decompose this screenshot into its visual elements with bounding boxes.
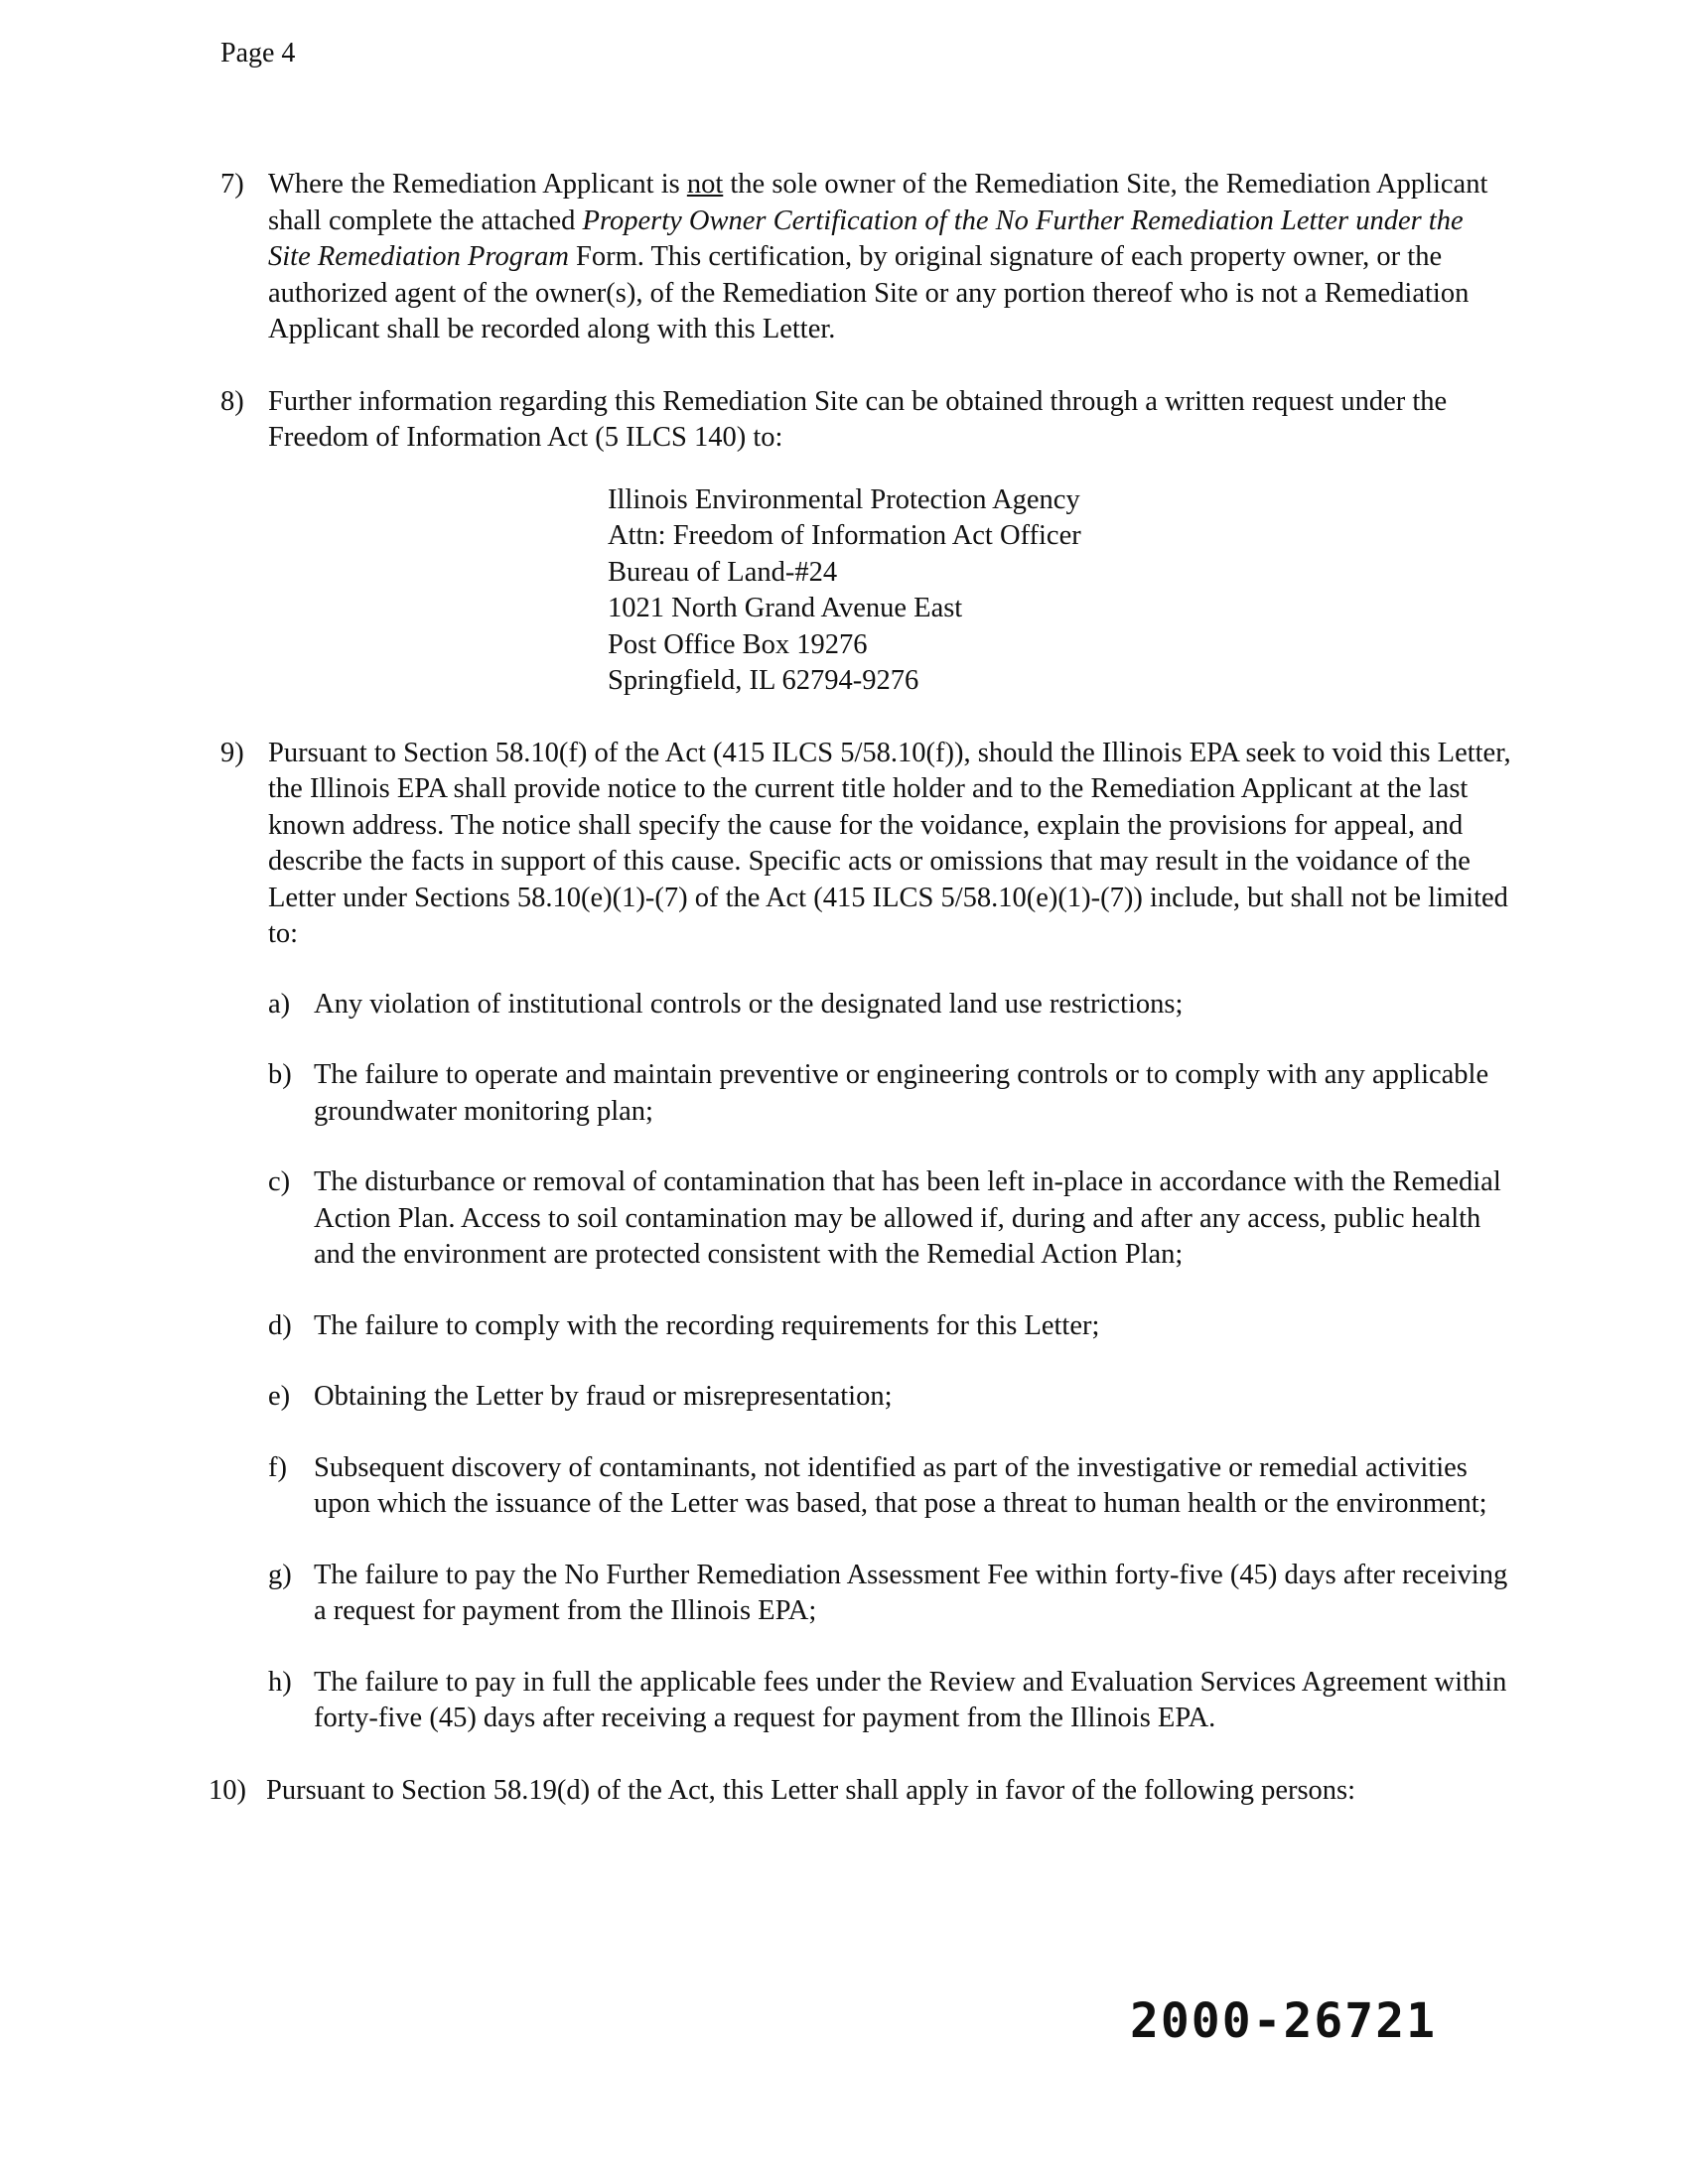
item-9-text: Pursuant to Section 58.10(f) of the Act (415 ILCS 5/58.10(f)), should the Illinois EPA seek to void this Letter, the Illinois EPA shall provide notice to the current title holder and to the Remediation Applicant at the last known address. The notice shall specify the cause for the voidance, explain the provisions for appeal, and describe the facts in support of this cause. Specific acts or omissions that may result in the voidance of the Letter under Sections 58.10(e)(1)-(7) of the Act (415 ILCS 5/58.10(e)(1)-(7)) include, but shall not be limited to: [268, 737, 1511, 949]
list-item: f) Subsequent discovery of contaminants, not identified as part of the investigative or remedial activities upon which the issuance of the Letter was based, that pose a threat to human health or the environment; [268, 1451, 1487, 1519]
item-number: 9) [220, 737, 244, 768]
list-item: b) The failure to operate and maintain preventive or engineering controls or to comply with any applicable groundwater monitoring plan; [268, 1059, 1489, 1127]
address-line: Post Office Box 19276 [608, 628, 868, 660]
item-9 [220, 736, 1511, 1737]
item-7-text: Where the Remediation Applicant is not the sole owner of the Remediation Site, the Remediation Applicant shall complete the attached Property Owner Certification of the No Further Remediation Letter under the Site Remediation Program Form. This certification, by original signature of each property owner, or the authorized agent of the owner(s), of the Remediation Site or any portion thereof who is not a Remediation Applicant shall be recorded along with this Letter. [268, 169, 1488, 344]
foia-address [608, 482, 1511, 700]
item-8-text: Further information regarding this Remediation Site can be obtained through a written request under the Freedom of Information Act (5 ILCS 140) to: [268, 385, 1448, 453]
address-line: Springfield, IL 62794-9276 [608, 665, 919, 696]
list-item: c) The disturbance or removal of contamination that has been left in-place in accordance with the Remedial Action Plan. Access to soil contamination may be allowed if, during and after any access, public health and the environment are protected consistent with the Remedial Action Plan; [268, 1166, 1501, 1270]
item-7 [220, 167, 1511, 348]
address-line: Illinois Environmental Protection Agency [608, 483, 1080, 515]
item-number: 10) [209, 1774, 246, 1806]
list-item: a) Any violation of institutional controls or the designated land use restrictions; [268, 988, 1184, 1020]
address-line: 1021 North Grand Avenue East [608, 593, 963, 623]
address-line: Attn: Freedom of Information Act Officer [608, 520, 1081, 551]
document-body [209, 167, 1511, 1844]
document-id-stamp: 2000-26721 [1130, 1993, 1437, 2049]
item-8 [220, 384, 1511, 700]
list-item: e) Obtaining the Letter by fraud or misrepresentation; [268, 1381, 893, 1412]
list-item: d) The failure to comply with the recording requirements for this Letter; [268, 1309, 1100, 1341]
item-10-text: Pursuant to Section 58.19(d) of the Act, this Letter shall apply in favor of the following persons: [266, 1774, 1356, 1806]
item-number: 8) [220, 385, 244, 417]
address-line: Bureau of Land-#24 [608, 556, 838, 588]
page-number: Page 4 [220, 38, 296, 68]
item-number: 7) [220, 169, 244, 200]
form-title: Property Owner Certification of the No Further Remediation Letter under the Site Remediation Program [268, 205, 1464, 272]
list-item: h) The failure to pay in full the applicable fees under the Review and Evaluation Services Agreement within forty-five (45) days after receiving a request for payment from the Illinois EPA. [268, 1666, 1507, 1733]
list-item: g) The failure to pay the No Further Remediation Assessment Fee within forty-five (45) days after receiving a request for payment from the Illinois EPA; [268, 1559, 1508, 1626]
voidance-causes-list [268, 987, 1511, 1737]
underlined-not: not [686, 169, 724, 200]
item-10 [209, 1773, 1511, 1810]
